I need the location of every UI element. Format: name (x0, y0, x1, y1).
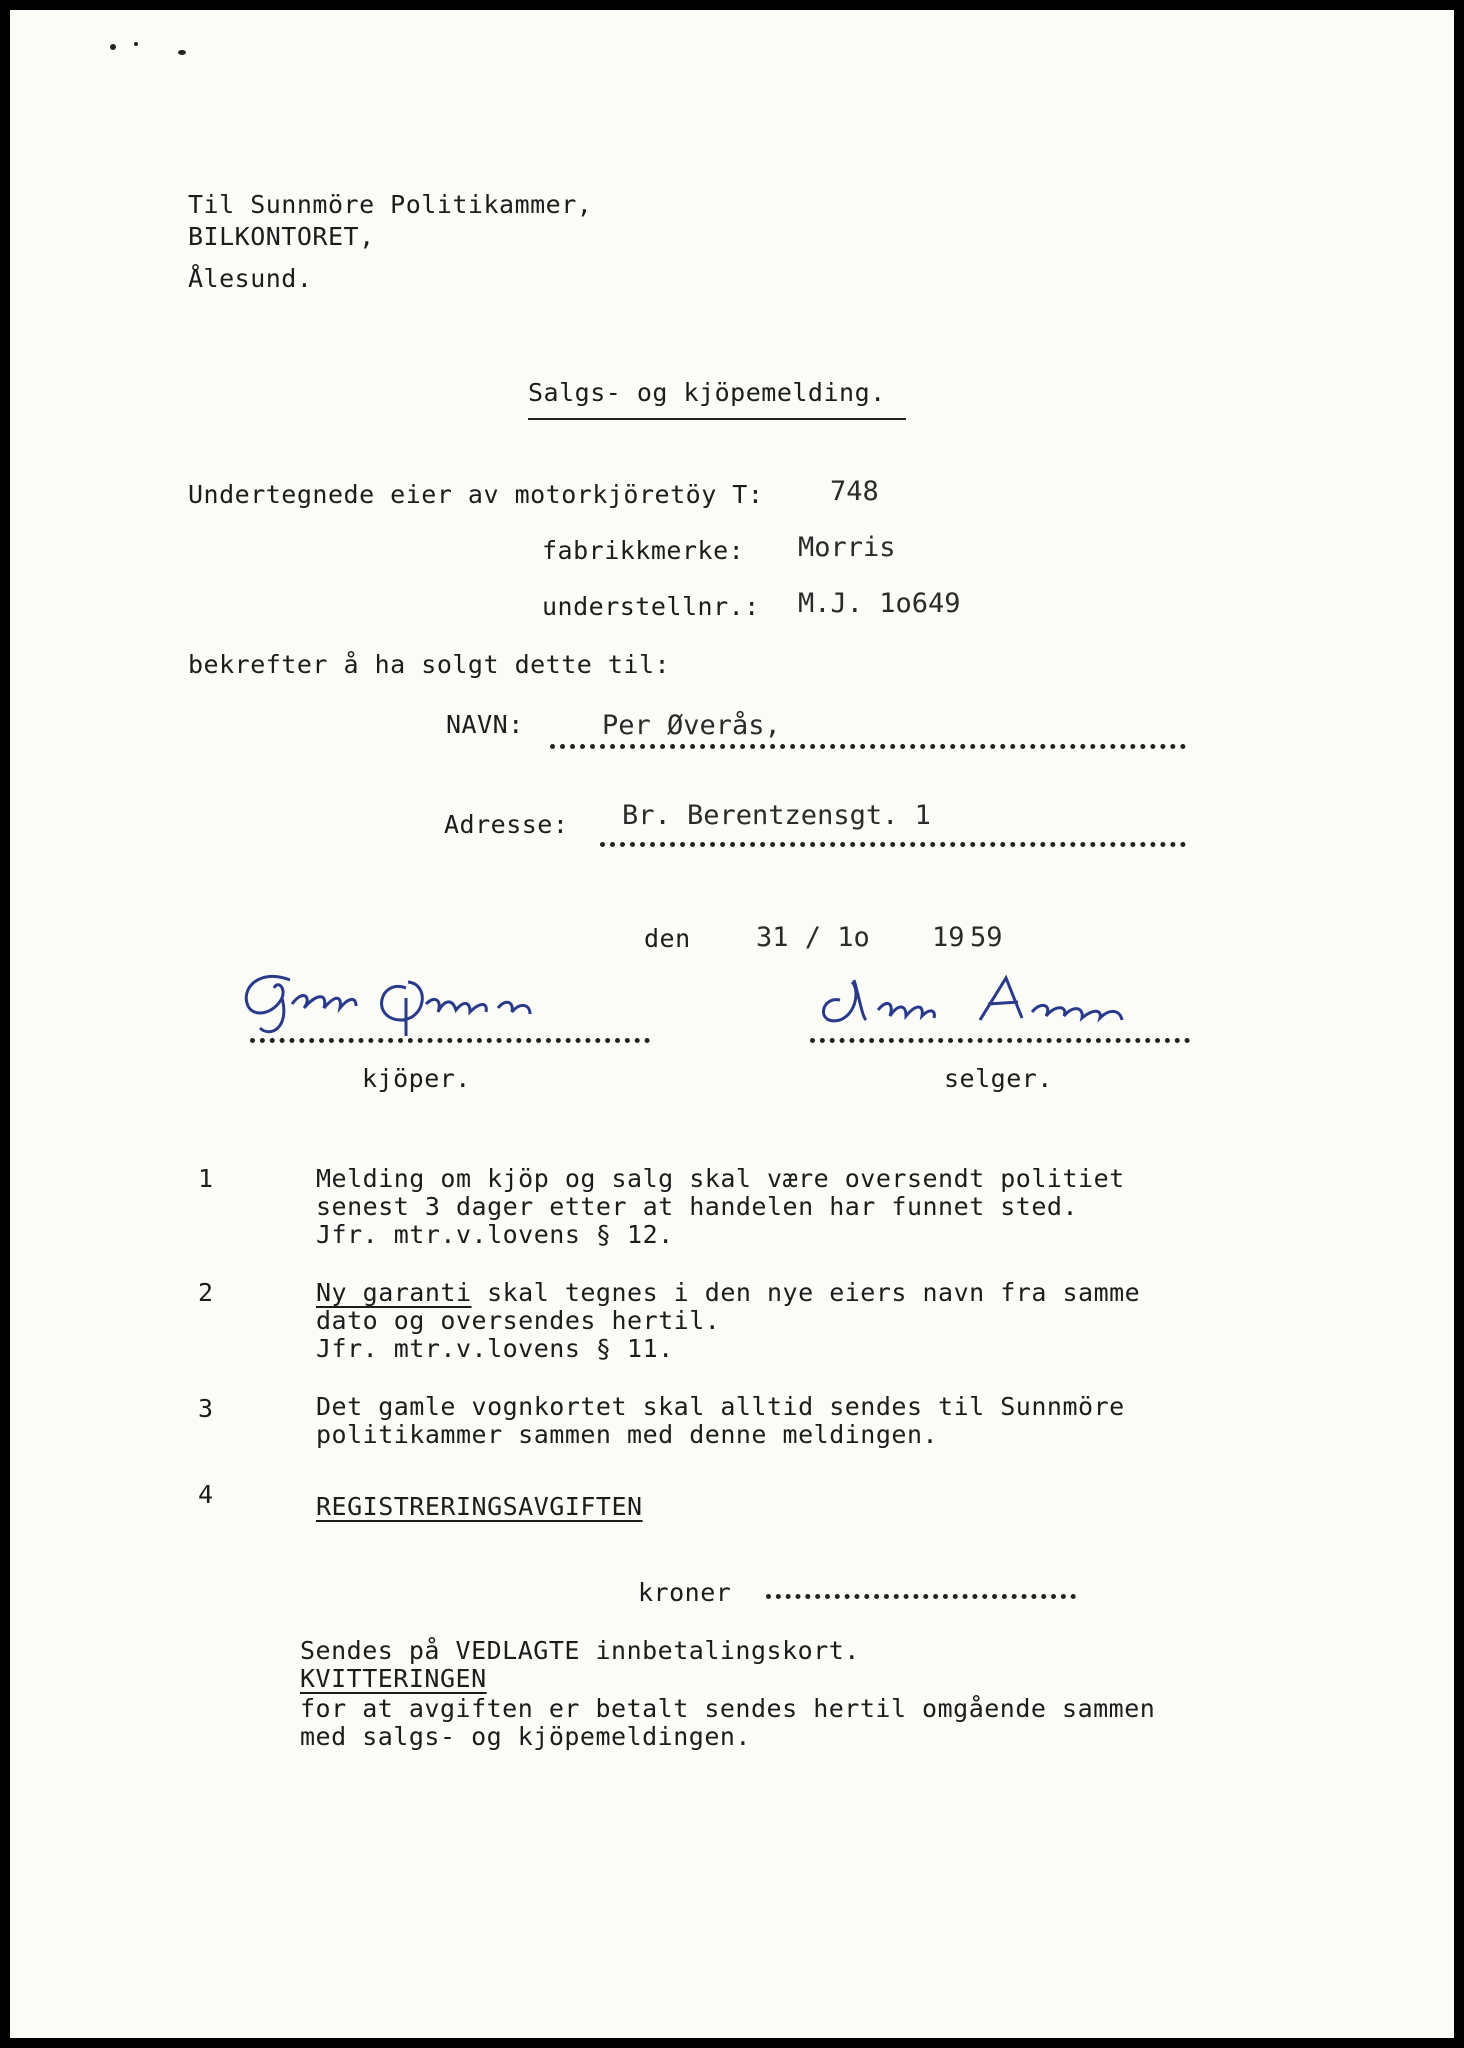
buyer-name-label: NAVN: (446, 710, 524, 739)
chassis-label: understellnr.: (542, 592, 760, 621)
document-title: Salgs- og kjöpemelding. (528, 378, 886, 407)
note-4-number: 4 (198, 1480, 214, 1509)
make-label: fabrikkmerke: (542, 536, 745, 565)
seller-signature-dotted-line (810, 1038, 1190, 1043)
sold-to-label: bekrefter å ha solgt dette til: (188, 650, 671, 679)
buyer-name-dotted-line (550, 744, 1186, 749)
note-1-line-1: Melding om kjöp og salg skal være oversendt politiet (316, 1164, 1125, 1193)
owner-label: Undertegnede eier av motorkjöretöy T: (188, 480, 764, 509)
note-2-line-1-rest: skal tegnes i den nye eiers navn fra samme (471, 1278, 1141, 1307)
note-3-line-2: politikammer sammen med denne meldingen. (316, 1420, 939, 1449)
note-2-line-1 (316, 1278, 1140, 1308)
note-1-line-2: senest 3 dager etter at handelen har funnet sted. (316, 1192, 1079, 1221)
ink-speck (178, 50, 186, 55)
seller-caption: selger. (944, 1064, 1053, 1093)
date-year-suffix: 59 (970, 922, 1003, 953)
new-warranty-underlined: Ny garanti (316, 1278, 472, 1307)
buyer-address-label: Adresse: (444, 810, 569, 839)
buyer-signature (230, 958, 650, 1038)
note-3-number: 3 (198, 1394, 214, 1423)
title-underline (528, 418, 906, 420)
note-1-line-3: Jfr. mtr.v.lovens § 12. (316, 1220, 674, 1249)
buyer-caption: kjöper. (362, 1064, 471, 1093)
seller-signature (800, 960, 1220, 1040)
receipt-heading: KVITTERINGEN (300, 1664, 487, 1693)
buyer-name-value: Per Øverås, (602, 710, 781, 741)
date-day-month: 31 / 1o (756, 922, 870, 953)
address-line-2: BILKONTORET, (188, 222, 375, 251)
note-3-line-1: Det gamle vognkortet skal alltid sendes til Sunnmöre (316, 1392, 1125, 1421)
note-2-line-3: Jfr. mtr.v.lovens § 11. (316, 1334, 674, 1363)
note-1-number: 1 (198, 1164, 214, 1193)
note-2-line-2: dato og oversendes hertil. (316, 1306, 721, 1335)
receipt-line-1: for at avgiften er betalt sendes hertil omgående sammen (300, 1694, 1156, 1723)
kroner-dotted-line (766, 1594, 1076, 1599)
note-2-number: 2 (198, 1278, 214, 1307)
ink-speck (134, 42, 138, 46)
kroner-label: kroner (638, 1578, 732, 1607)
address-line-3: Ålesund. (188, 264, 313, 293)
receipt-line-2: med salgs- og kjöpemeldingen. (300, 1722, 751, 1751)
date-label: den (644, 924, 691, 953)
registration-fee-heading: REGISTRERINGSAVGIFTEN (316, 1492, 643, 1521)
make-value: Morris (798, 532, 896, 563)
buyer-address-dotted-line (600, 842, 1186, 847)
ink-speck (110, 44, 116, 50)
buyer-signature-dotted-line (250, 1038, 650, 1043)
send-instructions: Sendes på VEDLAGTE innbetalingskort. (300, 1636, 860, 1665)
chassis-value: M.J. 1o649 (798, 588, 961, 619)
date-year-prefix: 19 (932, 922, 965, 953)
document-page (10, 10, 1454, 2038)
address-line-1: Til Sunnmöre Politikammer, (188, 190, 593, 219)
buyer-address-value: Br. Berentzensgt. 1 (622, 800, 931, 831)
registration-number: 748 (830, 476, 879, 507)
